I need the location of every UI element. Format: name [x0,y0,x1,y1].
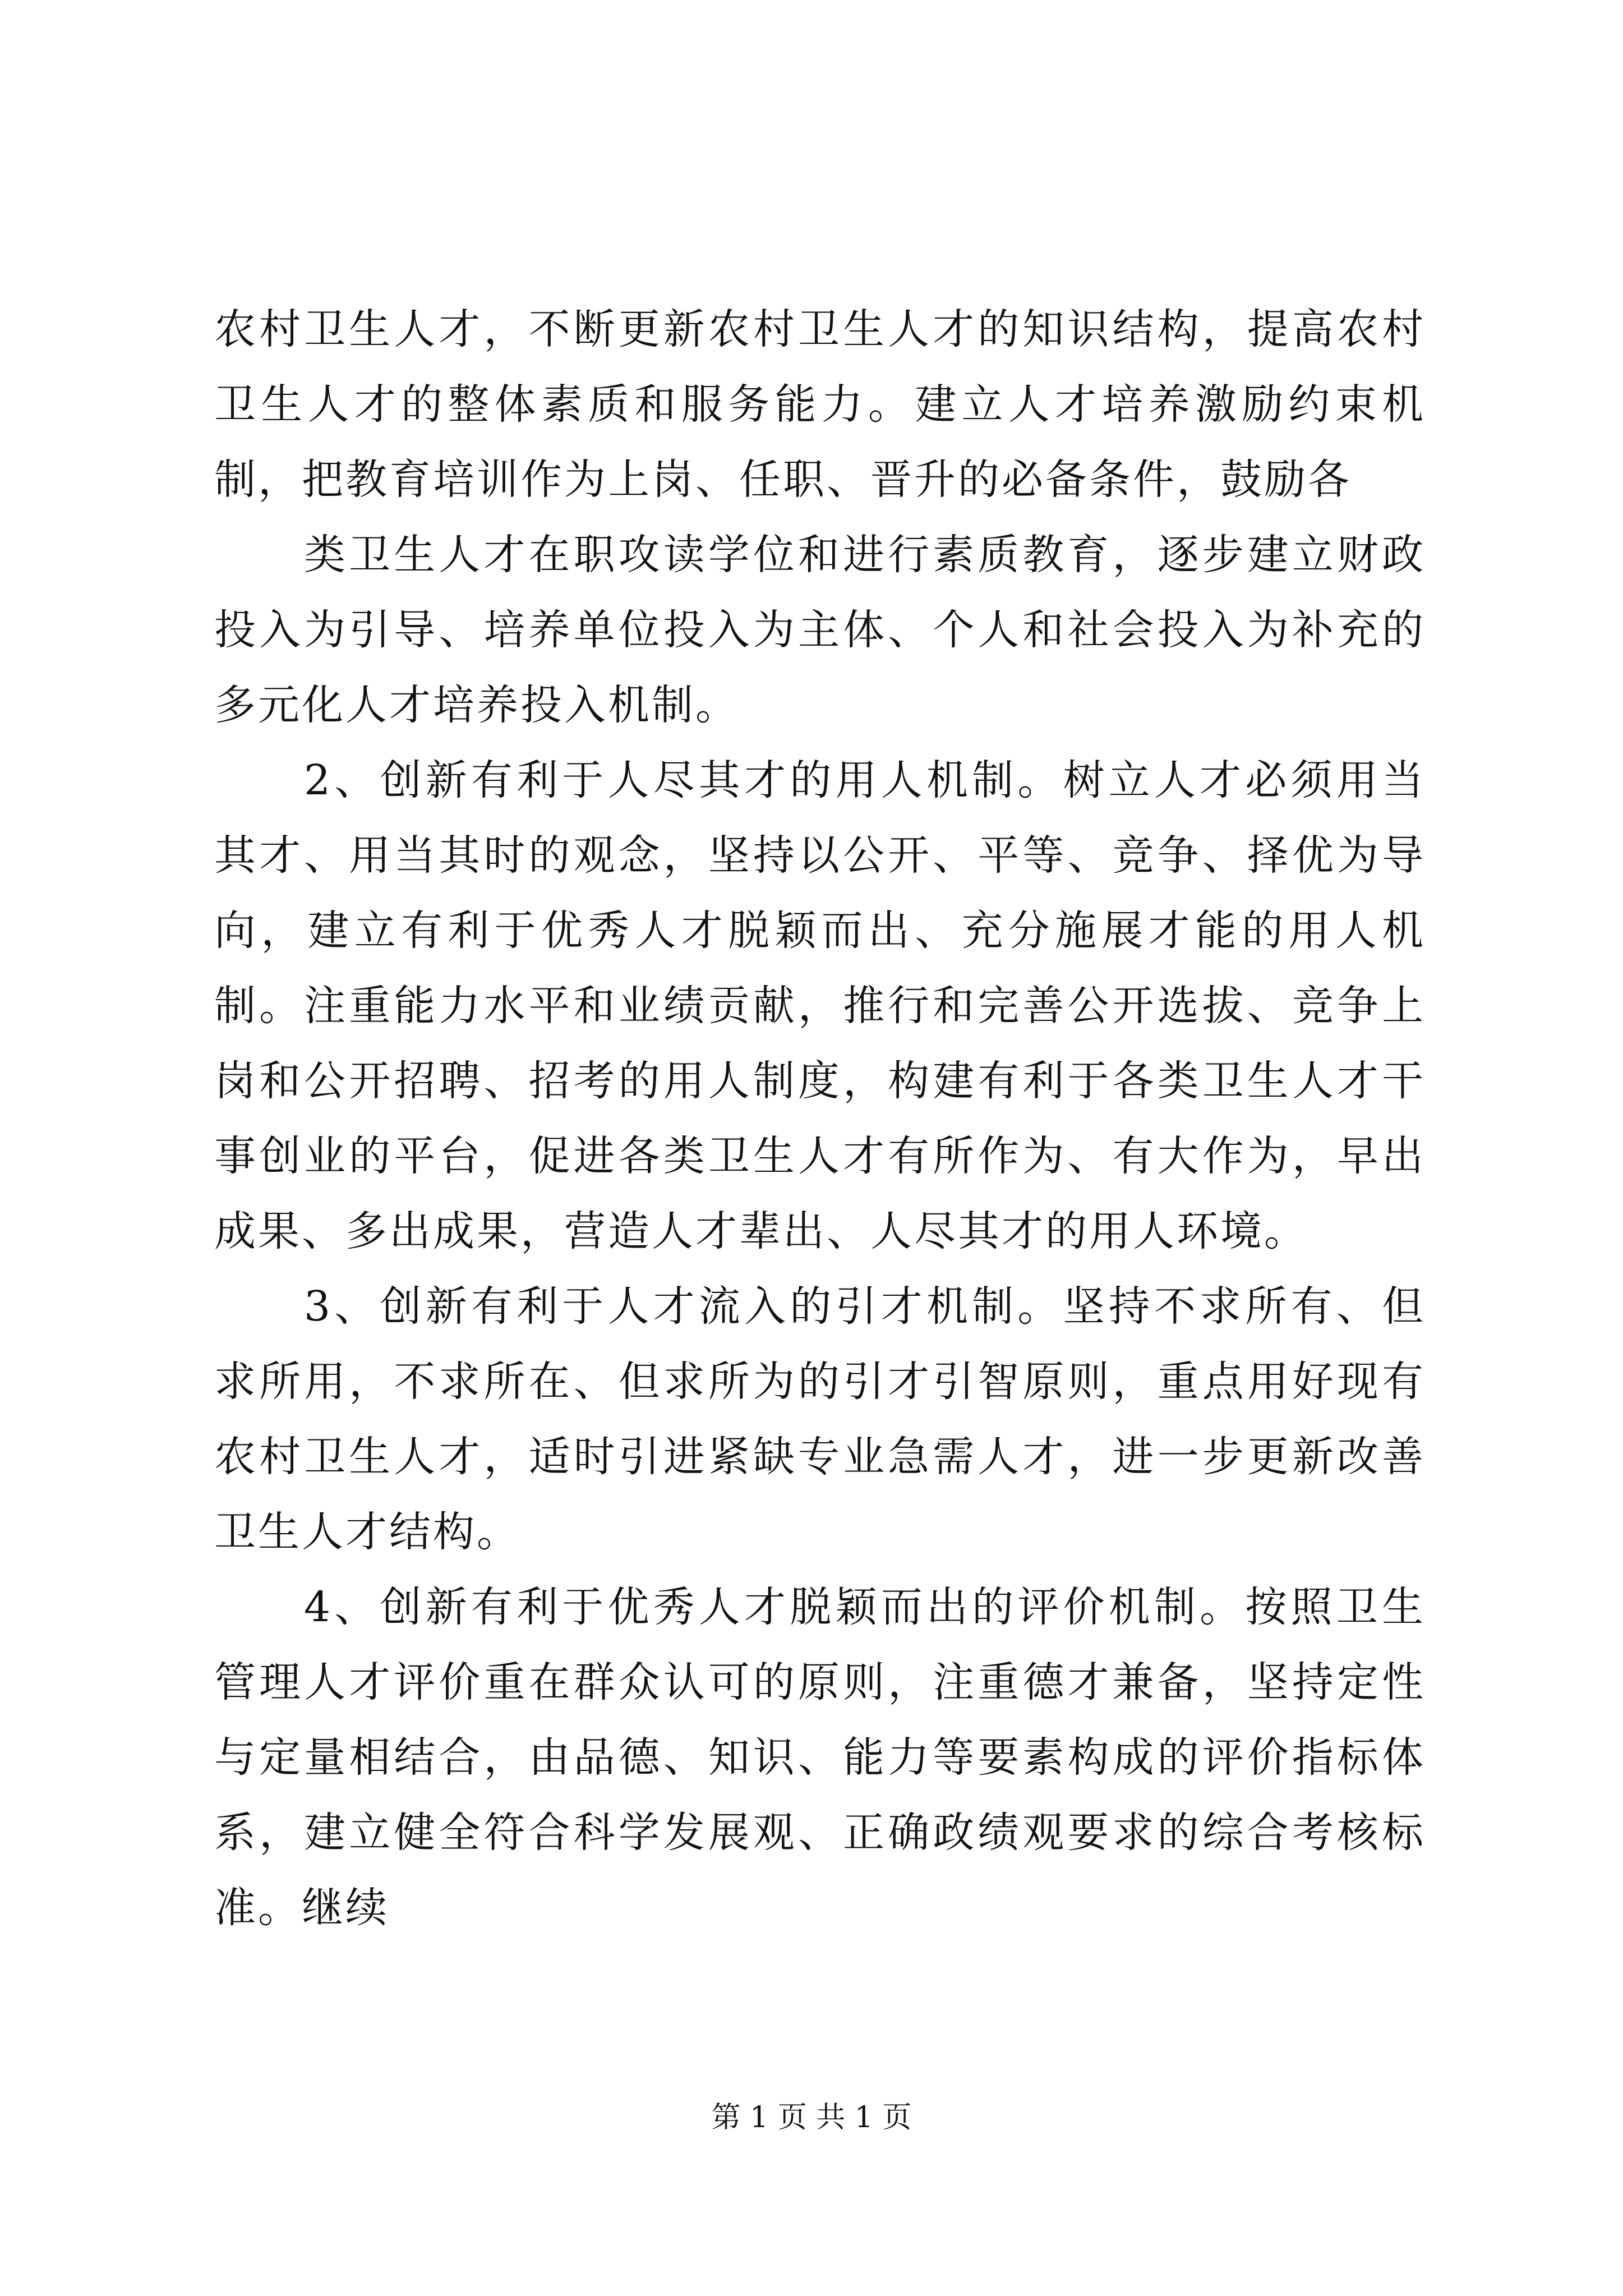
page-footer: 第 1 页 共 1 页 [711,2101,912,2134]
document-body [214,292,1426,1945]
paragraph-evaluation-mechanism: 4、创新有利于优秀人才脱颖而出的评价机制。按照卫生管理人才评价重在群众认可的原则，注重德才兼备，坚持定性与定量相结合，由品德、知识、能力等要素构成的评价指标体系，建立健全符合科学发展观、正确政绩观要求的综合考核标准。继续 [214,1583,1426,1932]
paragraph-talent-introduction: 3、创新有利于人才流入的引才机制。坚持不求所有、但求所用，不求所在、但求所为的引才引智原则，重点用好现有农村卫生人才，适时引进紧缺专业急需人才，进一步更新改善卫生人才结构。 [214,1282,1426,1556]
paragraph-continuation: 农村卫生人才，不断更新农村卫生人才的知识结构，提高农村卫生人才的整体素质和服务能力。建立人才培养激励约束机制，把教育培训作为上岗、任职、晋升的必备条件，鼓励各 [214,305,1426,504]
paragraph-training-investment: 类卫生人才在职攻读学位和进行素质教育，逐步建立财政投入为引导、培养单位投入为主体、个人和社会投入为补充的多元化人才培养投入机制。 [214,531,1426,729]
paragraph-employment-mechanism: 2、创新有利于人尽其才的用人机制。树立人才必须用当其才、用当其时的观念，坚持以公开、平等、竞争、择优为导向，建立有利于优秀人才脱颖而出、充分施展才能的用人机制。注重能力水平和业绩贡献，推行和完善公开选拔、竞争上岗和公开招聘、招考的用人制度，构建有利于各类卫生人才干事创业的平台，促进各类卫生人才有所作为、有大作为，早出成果、多出成果，营造人才辈出、人尽其才的用人环境。 [214,756,1426,1255]
